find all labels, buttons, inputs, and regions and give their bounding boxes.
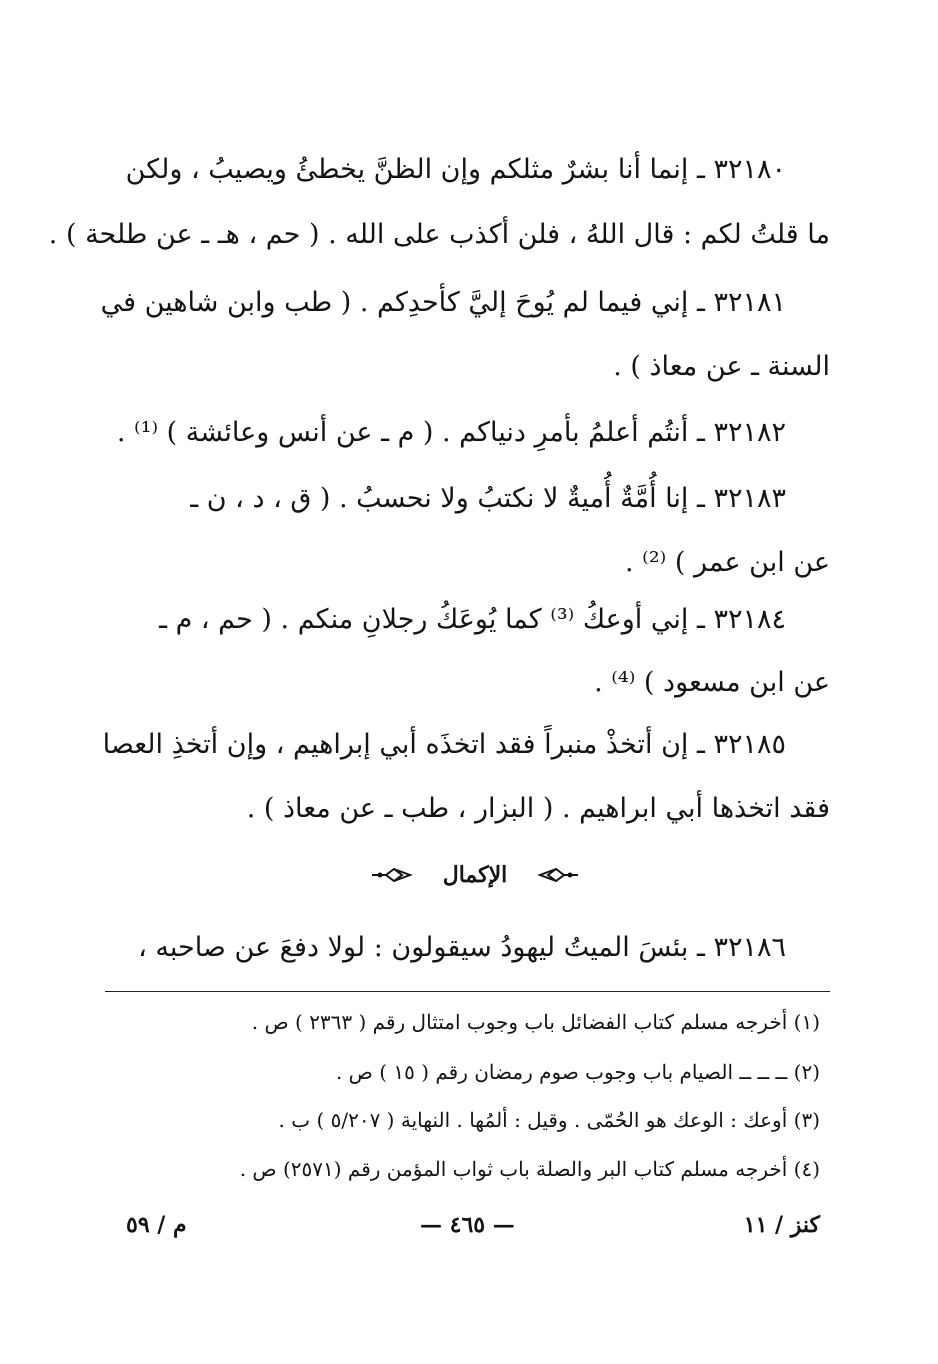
- entry-32185-line-1: ٣٢١٨٥ ـ إن أتخذْ منبراً فقد اتخذَه أبي إبراهيم ، وإن أتخذِ العصا: [102, 729, 786, 760]
- page-number: — ٤٦٥ —: [420, 1212, 515, 1238]
- entry-32183-line-1: ٣٢١٨٣ ـ إنا أُمَّةٌ أُميةٌ لا نكتبُ ولا نحسبُ . ( ق ، د ، ن ـ: [190, 483, 786, 514]
- entry-32186-line-1: ٣٢١٨٦ ـ بئسَ الميتُ ليهودُ سيقولون : لولا دفعَ عن صاحبه ،: [138, 932, 786, 963]
- footnote-2: (٢) ــ ــ ــ الصيام باب وجوب صوم رمضان رقم ( ١٥ ) ص .: [335, 1060, 820, 1084]
- section-title: الإكمال: [442, 862, 508, 888]
- section-divider: [370, 853, 580, 897]
- entry-32185-line-2: فقد اتخذها أبي ابراهيم . ( البزار ، طب ـ عن معاذ ) .: [246, 793, 830, 824]
- footer-volume-label: كنز / ١١: [743, 1212, 820, 1238]
- entry-32181-line-2: السنة ـ عن معاذ ) .: [613, 351, 830, 382]
- footnote-1: (١) أخرجه مسلم كتاب الفضائل باب وجوب امتثال رقم ( ٢٣٦٣ ) ص .: [251, 1010, 820, 1034]
- footnote-4: (٤) أخرجه مسلم كتاب البر والصلة باب ثواب المؤمن رقم (٢٥٧١) ص .: [239, 1157, 820, 1181]
- footer-signature-label: م / ٥٩: [126, 1212, 187, 1238]
- entry-32184-line-1: ٣٢١٨٤ ـ إني أوعكُ ⁽³⁾ كما يُوعَكُ رجلانِ منكم . ( حم ، م ـ: [159, 604, 786, 635]
- entry-32180-line-2: ما قلتُ لكم : قال اللهُ ، فلن أكذب على الله . ( حم ، هـ ـ عن طلحة ) .: [48, 219, 830, 250]
- footnote-separator: [105, 991, 830, 992]
- entry-32182-line-1: ٣٢١٨٢ ـ أنتُم أعلمُ بأمرِ دنياكم . ( م ـ عن أنس وعائشة ) ⁽¹⁾ .: [116, 417, 786, 448]
- entry-32180-line-1: ٣٢١٨٠ ـ إنما أنا بشرٌ مثلكم وإن الظنَّ يخطئُ ويصيبُ ، ولكن: [125, 154, 786, 185]
- entry-32183-line-2: عن ابن عمر ) ⁽²⁾ .: [625, 547, 830, 578]
- entry-32181-line-1: ٣٢١٨١ ـ إني فيما لم يُوحَ إليَّ كأحدِكم . ( طب وابن شاهين في: [100, 287, 786, 318]
- ornament-right-icon: [538, 865, 578, 885]
- footnote-3: (٣) أوعك : الوعك هو الحُمّى . وقيل : ألمُها . النهاية ( ٥/٢٠٧ ) ب .: [278, 1108, 820, 1132]
- entry-32184-line-2: عن ابن مسعود ) ⁽⁴⁾ .: [594, 667, 830, 698]
